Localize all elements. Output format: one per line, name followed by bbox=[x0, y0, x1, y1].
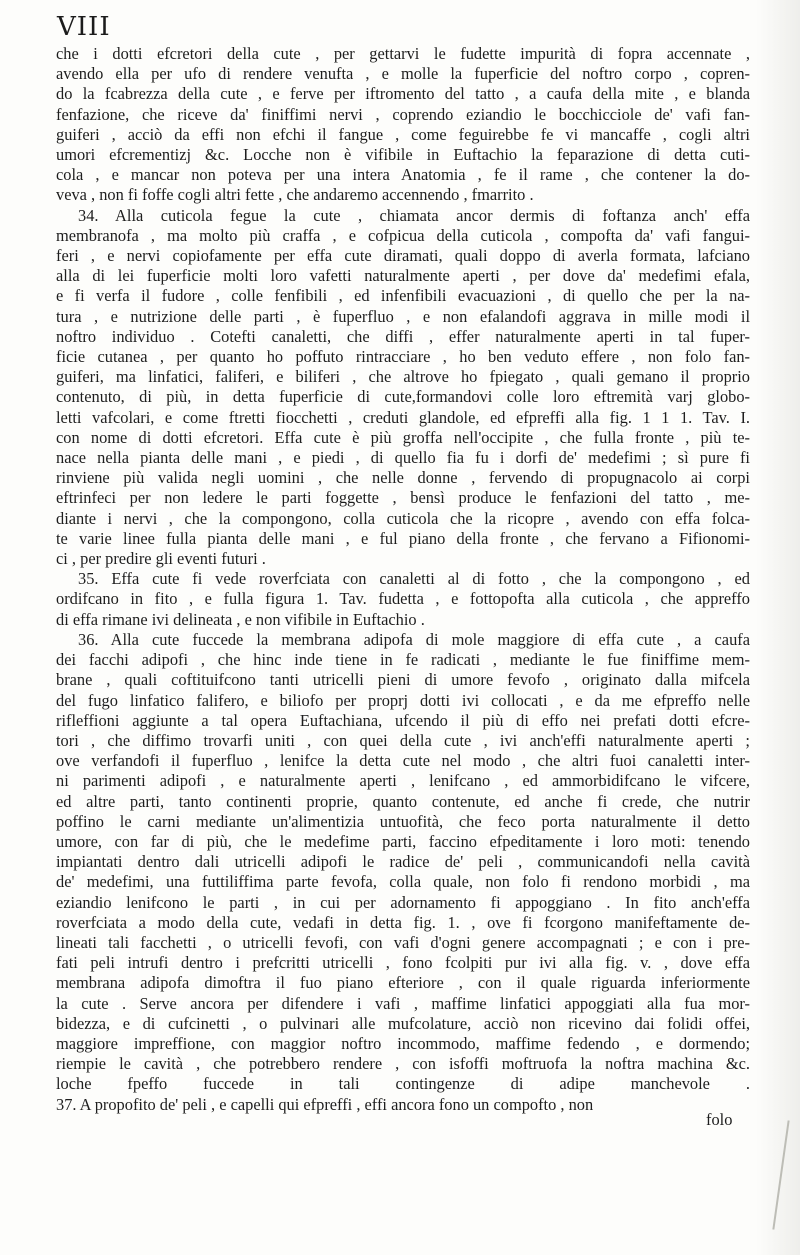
text-line: eftrinfeci per non ledere le parti foggette , bensì produce le fenfazioni del tatto , me- bbox=[56, 488, 750, 508]
text-line: noftro individuo . Cotefti canaletti, che diffi , effer naturalmente aperti in tal fuper- bbox=[56, 326, 750, 346]
text-line: la cute . Serve ancora per difendere i vafi , maffime linfatici appoggiati alla fua mor- bbox=[56, 993, 750, 1013]
text-line: roverfciata a modo della cute, vedafi in detta fig. 1. , ove fi fcorgono manifeftamente de- bbox=[56, 912, 750, 932]
text-line: lineati tali facchetti , o utricelli fevofi, con vafi d'ogni genere accompagnati ; e con i pre- bbox=[56, 932, 750, 952]
body-text bbox=[56, 44, 750, 1115]
text-line: e fi verfa il fudore , colle fenfibili , ed infenfibili evacuazioni , di quello che per la na- bbox=[56, 286, 750, 306]
text-line: avendo ella per ufo di rendere venufta , e molle la fuperficie del noftro corpo , copren- bbox=[56, 64, 750, 84]
text-line: poffino le carni mediante un'alimentizia untuofità, che feco porta naturalmente il detto bbox=[56, 811, 750, 831]
text-line: che i dotti efcretori della cute , per gettarvi le fudette impurità di fopra accennate , bbox=[56, 44, 750, 63]
text-line: riempie le cavità , che potrebbero rendere , con isfoffi moftruofa la noftra machina &c. bbox=[56, 1054, 750, 1074]
text-line: ordifcano in fito , e fulla figura 1. Tav. fudetta , e fottopofta alla cuticola , che appreffo bbox=[56, 589, 750, 609]
text-line: maggiore impreffione, con maggior noftro incommodo, maffime fedendo , e dormendo; bbox=[56, 1033, 750, 1053]
text-line: umori efcrementizj &c. Locche non è vifibile in Euftachio la feparazione di detta cuti- bbox=[56, 145, 750, 165]
text-line: de' medefimi, una futtiliffima parte fevofa, colla quale, non folo fi rendono morbidi , ma bbox=[56, 872, 750, 892]
text-line: 36. Alla cute fuccede la membrana adipofa di mole maggiore di effa cute , a caufa bbox=[78, 629, 750, 649]
text-line: umore, con far di più, che le medefime parti, faccino efpeditamente i loro moti: tenendo bbox=[56, 831, 750, 851]
text-line: ni parimenti adipofi , e naturalmente aperti , lenifcano , ed ammorbidifcano le vifcere, bbox=[56, 771, 750, 791]
text-line: ove verfandofi il fuperfluo , lenifce la detta cute nel modo , che altri fuoi canaletti inter- bbox=[56, 751, 750, 771]
text-line: alla di lei fuperficie molti loro vafetti naturalmente aperti , per dove da' medefimi efala, bbox=[56, 266, 750, 286]
text-line: dei facchi adipofi , che hinc inde tiene in fe radicati , mediante le fue finiffime mem- bbox=[56, 650, 750, 670]
text-line: fenfazione, che riceve da' finiffimi nervi , coprendo eziandio le bocchicciole de' vafi fan- bbox=[56, 104, 750, 124]
text-line: rinviene più valida negli uomini , che nelle donne , fervendo di propugnacolo ai corpi bbox=[56, 468, 750, 488]
text-line: bidezza, e di cufcinetti , o pulvinari alle mufcolature, acciò non ricevino dai folidi offei, bbox=[56, 1013, 750, 1033]
text-line: letti vafcolari, e come ftretti fiocchetti , creduti glandole, ed efpreffi alla fig. 1 1 1. Tav. I. bbox=[56, 407, 750, 427]
text-line: guiferi, ma linfatici, faliferi, e biliferi , che altrove ho fpiegato , quali gemano il proprio bbox=[56, 367, 750, 387]
text-line: del fugo linfatico falifero, e biliofo per proprj dotti ivi collocati , e da me efpreffo nelle bbox=[56, 690, 750, 710]
text-line: tori , che diffimo trovarfi uniti , con quei della cute , ivi anch'effi naturalmente aperti ; bbox=[56, 730, 750, 750]
text-line: 37. A propofito de' peli , e capelli qui efpreffi , effi ancora fono un compofto , non bbox=[56, 1094, 594, 1114]
text-line: brane , quali coftituifcono tanti utricelli pieni di umore fevofo , originato dalla mifcela bbox=[56, 670, 750, 690]
text-line: rifleffioni aggiunte a tal opera Euftachiana, ufcendo il più di effo nei prefati dotti efcre- bbox=[56, 710, 750, 730]
text-line: diante i nervi , che la compongono, colla cuticola che la ricopre , avendo con effa folca- bbox=[56, 508, 750, 528]
text-line: 35. Effa cute fi vede roverfciata con canaletti al di fotto , che la compongono , ed bbox=[78, 569, 750, 589]
text-line: feri , e nervi copiofamente per effa cute diramati, quali doppo di averla formata, lafciano bbox=[56, 246, 750, 266]
catchword: folo bbox=[706, 1110, 733, 1129]
page-edge-shadow bbox=[756, 0, 800, 1255]
text-line: tura , e nutrizione delle parti , è fuperfluo , e non efalandofi aggrava in mille modi il bbox=[56, 306, 750, 326]
text-line: membranofa , ma molto più craffa , e cofpicua della cuticola , compofta da' vafi fangui- bbox=[56, 225, 750, 245]
text-line: ficie cutanea , per quanto ho poffuto rintracciare , ho ben veduto effere , non folo fan- bbox=[56, 347, 750, 367]
text-line: loche fpeffo fuccede in tali contingenze di adipe manchevole . bbox=[56, 1074, 750, 1094]
text-line: impiantati dentro dali utricelli adipofi le radice de' peli , communicandofi nella cavità bbox=[56, 852, 750, 872]
text-line: cola , e mancar non poteva per una intera Anatomia , fe il rame , che contener la do- bbox=[56, 165, 750, 185]
text-line: contenuto, di più, in detta fuperficie di cute,formandovi colle loro eftremità varj globo- bbox=[56, 387, 750, 407]
page-folio: VIII bbox=[57, 12, 111, 42]
text-line: con nome di dotti efcretori. Effa cute è più groffa nell'occipite , che fulla fronte , più te- bbox=[56, 427, 750, 447]
text-line: te varie linee fulla pianta delle mani , e ful piano della fronte , che fervano a Fifionomi- bbox=[56, 528, 750, 548]
text-line: guiferi , acciò da effi non efchi il fangue , come feguirebbe fe vi mancaffe , cogli altri bbox=[56, 124, 750, 144]
text-line: ci , per predire gli eventi futuri . bbox=[56, 549, 266, 569]
text-line: do la fcabrezza della cute , e ferve per iftromento del tatto , a caufa della mite , e blanda bbox=[56, 84, 750, 104]
text-line: fati peli intrufi dentro i prefcritti utricelli , fono fcolpiti pur ivi alla fig. v. , dove effa bbox=[56, 953, 750, 973]
text-line: nace nella pianta delle mani , e piedi , di quello fia fu i dorfi de' medefimi ; sì pure fi bbox=[56, 448, 750, 468]
text-line: di effa rimane ivi delineata , e non vifibile in Euftachio . bbox=[56, 609, 425, 629]
text-line: 34. Alla cuticola fegue la cute , chiamata ancor dermis di foftanza anch' effa bbox=[78, 205, 750, 225]
text-line: veva , non fi foffe cogli altri fette , che andaremo accennendo , fmarrito . bbox=[56, 185, 534, 205]
text-line: eziandio lenifcono le parti , in cui per adornamento fi appoggiano . In fito anch'effa bbox=[56, 892, 750, 912]
text-line: membrana adipofa dimoftra il fuo piano efteriore , con il quale riguarda inferiormente bbox=[56, 973, 750, 993]
text-line: ed altre parti, tanto continenti proprie, quanto contenute, ed anche fi crede, che nutrir bbox=[56, 791, 750, 811]
